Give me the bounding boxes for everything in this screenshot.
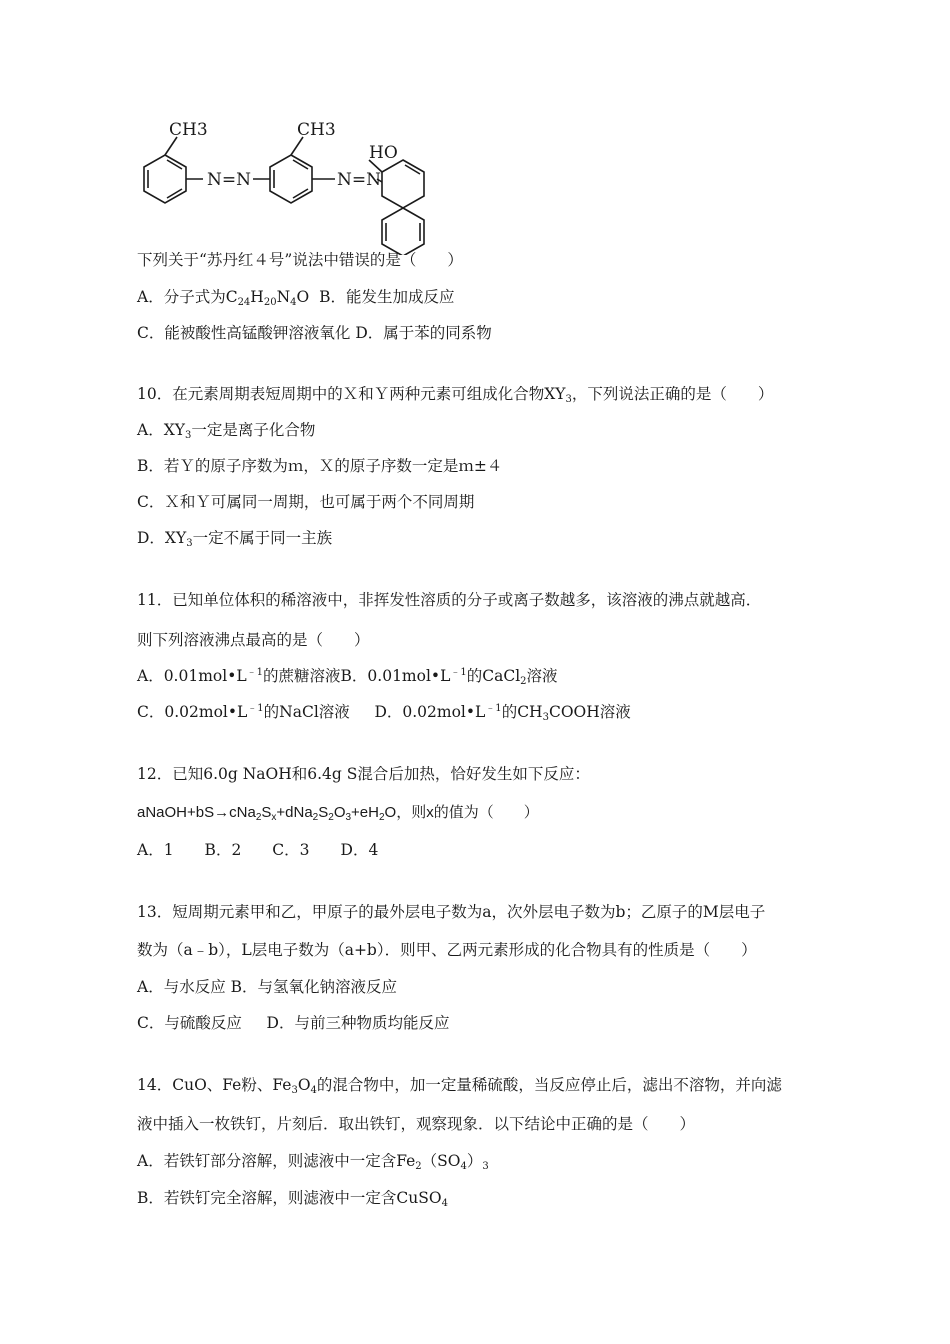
azo-label-1: N=N — [207, 170, 251, 190]
q13-option-d: D．与前三种物质均能反应 — [266, 1014, 450, 1032]
q11-options-ab — [137, 666, 558, 686]
q14-stem-line2: 液中插入一枚铁钉，片刻后．取出铁钉，观察现象．以下结论中正确的是（ ） — [137, 1115, 696, 1133]
q13-option-b: B．与氢氧化钠溶液反应 — [230, 978, 398, 996]
q11-option-a: A．$0.01mol•L^{﹣1}$的蔗糖溶液 — [137, 667, 341, 685]
q11-option-d: D．$0.02mol•L^{﹣1}$的$CH_3COOH$溶液 — [374, 703, 631, 723]
q11-option-c: C．$0.02mol•L^{﹣1}$的NaCl溶液 — [137, 703, 350, 721]
benzene-ring-2 — [270, 155, 312, 203]
ch3-mid-label: CH3 — [297, 120, 336, 140]
q14-option-b: B．若铁钉完全溶解，则滤液中一定含CuSO$_4$ — [137, 1189, 448, 1209]
naphthalene-ring-lower — [382, 208, 424, 255]
q11-stem-line2: 则下列溶液沸点最高的是（ ） — [137, 631, 370, 649]
q9-option-b: B．能发生加成反应 — [319, 288, 455, 306]
q13-options-ab — [137, 977, 397, 997]
q10-stem: 10．在元素周期表短周期中的Ｘ和Ｙ两种元素可组成化合物$XY_3$，下列说法正确的是（ ） — [137, 385, 774, 405]
q14-stem-line1: 14．CuO、Fe粉、$Fe_3O_4$的混合物中，加一定量稀硫酸，当反应停止后，滤出不溶物，并向滤 — [137, 1076, 782, 1096]
q9-options-cd — [137, 323, 492, 343]
q12-equation: $aNaOH+bS\to cNa_2S_x+dNa_2S_2O_3+eH_2O$，则x的值为（ ） — [137, 804, 539, 823]
q12-options: A．1 B．2 C．3 D．4 — [137, 841, 379, 859]
naphthalene-ring-upper — [382, 160, 424, 208]
q9-option-d: D．属于苯的同系物 — [355, 324, 492, 342]
benzene-ring-1 — [144, 155, 186, 203]
azo-label-2: N=N — [337, 170, 381, 190]
q13-options-cd — [137, 1013, 449, 1033]
q10-option-a: A．$XY_3$一定是离子化合物 — [137, 421, 316, 441]
q9-stem: 下列关于“苏丹红４号”说法中错误的是（ ） — [137, 251, 463, 269]
q11-stem-line1: 11．已知单位体积的稀溶液中，非挥发性溶质的分子或离子数越多，该溶液的沸点就越高． — [137, 591, 762, 609]
hydroxyl-label: HO — [369, 143, 398, 163]
q10-option-d: D．$XY_3$一定不属于同一主族 — [137, 529, 333, 549]
q10-option-b: B．若Ｙ的原子序数为ｍ，Ｘ的原子序数一定是ｍ±４ — [137, 457, 503, 475]
ch3-left-label: CH3 — [169, 120, 208, 140]
q14-option-a: A．若铁钉部分溶解，则滤液中一定含$Fe_2(SO_4)_3$ — [137, 1152, 489, 1172]
q12-stem: 12．已知6.0g NaOH和6.4g S混合后加热，恰好发生如下反应： — [137, 765, 590, 783]
q10-option-c: C．Ｘ和Ｙ可属同一周期，也可属于两个不同周期 — [137, 493, 475, 511]
q13-stem-line1: 13．短周期元素甲和乙，甲原子的最外层电子数为a，次外层电子数为b；乙原子的M层电子 — [137, 903, 766, 921]
q13-option-a: A．与水反应 — [137, 978, 226, 996]
q13-stem-line2: 数为（a﹣b），L层电子数为（a+b）．则甲、乙两元素形成的化合物具有的性质是（ ） — [137, 941, 757, 959]
q9-option-a: A．分子式为$C_{24}H_{20}N_4O$ — [137, 288, 310, 308]
q9-options-ab — [137, 287, 454, 307]
q13-option-c: C．与硫酸反应 — [137, 1014, 242, 1032]
q11-option-b: B．$0.01mol•L^{﹣1}$的CaCl$_2$溶液 — [340, 667, 558, 687]
sudan-red-structure-diagram — [125, 120, 465, 255]
q11-options-cd — [137, 702, 631, 722]
q9-option-c: C．能被酸性高锰酸钾溶液氧化 — [137, 324, 351, 342]
